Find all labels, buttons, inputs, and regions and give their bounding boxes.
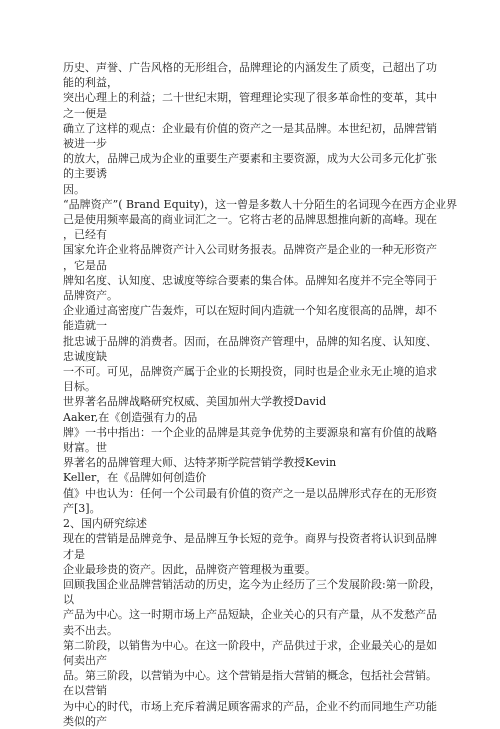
- text-line: 2、国内研究综述: [63, 517, 147, 531]
- text-line: 现在的营销是品牌竞争、是品牌互争长短的竞争。商界与投资者将认识到品牌: [63, 532, 437, 546]
- text-line: 目标。: [63, 380, 96, 394]
- text-line: 以: [63, 593, 74, 607]
- text-line: 产[3]。: [63, 501, 101, 515]
- text-line: ，已经有: [63, 228, 107, 242]
- text-line: 能造就一: [63, 319, 107, 333]
- text-line: 品。第三阶段，以营销为中心。这个营销是指大营销的概念，包括社会营销。: [63, 669, 437, 683]
- text-line: ，它是品: [63, 258, 107, 272]
- text-line: 类似的产: [63, 714, 107, 728]
- text-line: 世界著名品牌战略研究权威、美国加州大学教授David: [63, 395, 327, 409]
- text-line: 回顾我国企业品牌营销活动的历史，迄今为止经历了三个发展阶段:第一阶段，: [63, 577, 441, 591]
- text-line: 界著名的品牌管理大师、达特茅斯学院营销学教授Kevin: [63, 456, 337, 470]
- text-line: 企业最珍贵的资产。因此，品牌资产管理极为重要。: [63, 562, 316, 576]
- text-line: 的放大，品牌己成为企业的重要生产要素和主要资源，成为大公司多元化扩张: [63, 152, 437, 166]
- text-line: 卖不出去。: [63, 623, 118, 637]
- text-line: 因。: [63, 182, 85, 196]
- text-line: 值》中也认为：任何一个公司最有价值的资产之一是以品牌形式存在的无形资: [63, 486, 437, 500]
- text-line: 能的利益，: [63, 76, 118, 90]
- text-line: 为中心的时代，市场上充斥着满足顾客需求的产品，企业不约而同地生产功能: [63, 699, 437, 713]
- text-line: 才是: [63, 547, 85, 561]
- text-line: 批忠诚于品牌的消费者。因而，在品牌资产管理中，品牌的知名度、认知度、: [63, 334, 437, 348]
- text-line: 第二阶段，以销售为中心。在这一阶段中，产品供过于求，企业最关心的是如: [63, 638, 437, 652]
- text-line: 产品为中心。这一时期市场上产品短缺，企业关心的只有产量，从不发愁产品: [63, 608, 437, 622]
- text-line: 品牌资产。: [63, 289, 118, 303]
- text-line: 突出心理上的利益；二十世纪末期，管理理论实现了很多革命性的变革，其中: [63, 91, 437, 105]
- text-line: 何卖出产: [63, 653, 107, 667]
- text-line: Keller，在《品牌如何创造价: [63, 471, 207, 485]
- text-line: “品牌资产”( Brand Equity)，这一曾是多数人十分陌生的名词现今在西方企业界: [63, 197, 458, 211]
- text-line: 企业通过高密度广告轰炸，可以在短时间内造就一个知名度很高的品牌，却不: [63, 304, 437, 318]
- text-line: 财富。世: [63, 441, 107, 455]
- text-line: 国家允许企业将品牌资产计入公司财务报表。品牌资产是企业的一种无形资产: [63, 243, 437, 257]
- text-line: 在以营销: [63, 684, 107, 698]
- text-line: 忠诚度缺: [63, 349, 107, 363]
- text-line: 历史、声誉、广告风格的无形组合，品牌理论的内涵发生了质变，己超出了功: [63, 61, 437, 74]
- text-line: Aaker,在《创造强有力的品: [63, 410, 198, 424]
- text-line: 确立了这样的观点：企业最有价值的资产之一是其品牌。本世纪初，品牌营销: [63, 121, 437, 135]
- text-line: 之一便是: [63, 106, 107, 120]
- text-line: 一不可。可见，品牌资产属于企业的长期投资，同时也是企业永无止境的追求: [63, 365, 437, 379]
- text-line: 牌》一书中指出：一个企业的品牌是其竞争优势的主要源泉和富有价值的战略: [63, 425, 437, 439]
- text-line: 己是使用频率最高的商业词汇之一。它将古老的品牌思想推向新的高峰。现在: [63, 213, 437, 227]
- text-line: 被进一步: [63, 137, 107, 151]
- document-body: [63, 60, 458, 729]
- text-line: 牌知名度、认知度、忠诚度等综合要素的集合体。品牌知名度并不完全等同于: [63, 273, 437, 287]
- text-line: 的主要诱: [63, 167, 107, 181]
